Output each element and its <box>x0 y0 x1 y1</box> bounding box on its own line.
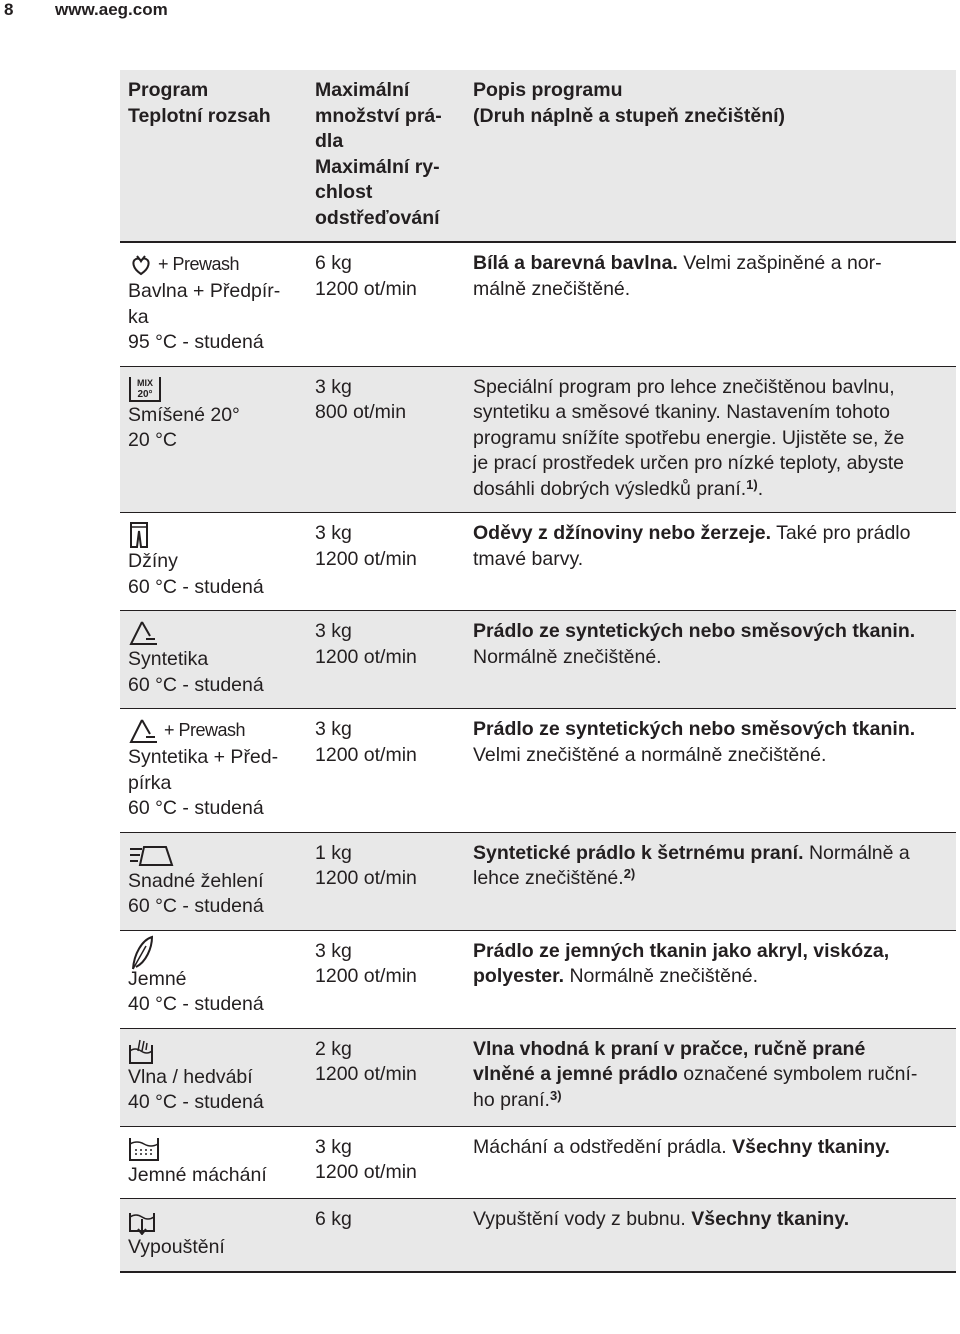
header-load <box>307 70 465 242</box>
max-load: 6 kg <box>315 252 352 274</box>
program-icon-row <box>128 939 299 967</box>
load-cell <box>307 242 465 366</box>
svg-text:MIX: MIX <box>136 377 154 388</box>
program-icon-row <box>128 375 299 403</box>
footnote-ref: 1) <box>746 476 758 492</box>
program-cell <box>120 930 307 1028</box>
max-load: 6 kg <box>315 1208 352 1230</box>
program-cell <box>120 1126 307 1199</box>
load-cell <box>307 366 465 513</box>
program-name: Jemné máchání <box>128 1163 267 1186</box>
program-icon-row <box>128 841 299 869</box>
description-text: Máchání a odstředění prádla. <box>473 1135 733 1158</box>
temperature-range: 40 °C - studená <box>128 993 264 1015</box>
program-cell <box>120 366 307 513</box>
description-bold: Vlna vhodná k praní v pračce, ručně prané vlněné a jemné prádlo <box>473 1037 866 1085</box>
max-spin: 1200 ot/min <box>315 645 417 668</box>
synthetics-prewash-icon <box>128 717 160 745</box>
program-icon-row <box>128 717 299 745</box>
description-cell <box>465 1126 956 1199</box>
drain-icon <box>128 1207 156 1235</box>
description-cell <box>465 930 956 1028</box>
table-row <box>120 513 956 611</box>
program-name: Smíšené 20° <box>128 403 240 426</box>
program-cell <box>120 611 307 709</box>
wool-silk-icon <box>128 1037 154 1065</box>
program-cell <box>120 513 307 611</box>
header-description <box>465 70 956 242</box>
max-load: 1 kg <box>315 841 352 864</box>
program-name: Vypouštění <box>128 1236 225 1258</box>
program-cell <box>120 1028 307 1126</box>
cotton-prewash-icon <box>128 252 154 278</box>
footnote-ref: 2) <box>623 866 636 881</box>
program-name: Bavlna + Předpír- <box>128 280 281 302</box>
header-load-line: odstřeďování <box>315 206 440 229</box>
temperature-range: 60 °C - studená <box>128 895 264 917</box>
program-icon-row <box>128 1037 299 1065</box>
header-program-line: Program <box>128 79 209 101</box>
program-name: Jemné <box>128 967 187 990</box>
description-bold: Prádlo ze jemných tkanin jako akryl, viskóza, polyester. <box>473 939 890 987</box>
description-text: Normálně a lehce znečištěné. <box>473 841 910 889</box>
load-cell <box>307 930 465 1028</box>
load-cell <box>307 1126 465 1199</box>
program-cell <box>120 1199 307 1272</box>
program-name: Syntetika <box>128 648 209 670</box>
prewash-label: + Prewash <box>158 254 240 275</box>
program-table <box>120 70 956 1273</box>
max-spin: 1200 ot/min <box>315 743 417 766</box>
description-cell <box>465 832 956 930</box>
description-bold: Prádlo ze syntetických nebo směsových tkanin. <box>473 718 916 740</box>
description-bold: Oděvy z džínoviny nebo žerzeje. <box>473 522 771 544</box>
delicates-feather-icon <box>128 934 156 972</box>
max-spin: 1200 ot/min <box>315 1161 417 1183</box>
program-cell <box>120 832 307 930</box>
description-text: Velmi zašpiněné a nor- málně znečištěné. <box>473 252 882 300</box>
program-icon-row <box>128 1207 299 1235</box>
temperature-range: 20 °C <box>128 429 177 451</box>
temperature-range: 95 °C - studená <box>128 331 264 353</box>
max-load: 3 kg <box>315 1135 352 1158</box>
description-cell <box>465 611 956 709</box>
max-spin: 1200 ot/min <box>315 547 417 570</box>
max-load: 3 kg <box>315 620 352 642</box>
load-cell <box>307 1028 465 1126</box>
header-desc-line: (Druh náplně a stupeň znečištění) <box>473 104 786 127</box>
description-text: Normálně znečištěné. <box>473 645 662 668</box>
description-text: Velmi znečištěné a normálně znečištěné. <box>473 743 827 766</box>
max-load: 3 kg <box>315 718 352 740</box>
max-spin: 1200 ot/min <box>315 1063 417 1085</box>
temperature-range: 40 °C - studená <box>128 1091 264 1113</box>
max-load: 2 kg <box>315 1037 352 1060</box>
load-cell <box>307 1199 465 1272</box>
temperature-range: 60 °C - studená <box>128 797 264 819</box>
program-name: Džíny <box>128 550 178 572</box>
max-load: 3 kg <box>315 522 352 544</box>
program-cell <box>120 242 307 366</box>
easy-iron-icon <box>128 841 174 869</box>
load-cell <box>307 832 465 930</box>
max-spin: 1200 ot/min <box>315 965 417 987</box>
table-row <box>120 1028 956 1126</box>
description-text: Vypuštění vody z bubnu. <box>473 1208 692 1230</box>
description-cell: Speciální program pro lehce znečištěnou bavlnu, syntetiku a směsové tkaniny. Nastavením tohoto programu snížíte spotřebu energie. Ujistěte se, že je prací prostředek určen pro nízké teploty, abyste dosáhli dobrých výsledků praní.$^{1)}$. <box>473 375 905 500</box>
header-desc-line: Popis programu <box>473 79 623 101</box>
temperature-range: 60 °C - studená <box>128 673 264 696</box>
description-text: Také pro prádlo tmavé barvy. <box>473 522 911 570</box>
svg-text:20°: 20° <box>137 388 153 400</box>
page-url: www.aeg.com <box>55 0 168 19</box>
header-load-line: chlost <box>315 181 373 203</box>
program-icon-row <box>128 1135 299 1163</box>
program-cell <box>120 709 307 833</box>
table-row <box>120 709 956 833</box>
page-number: 8 <box>4 0 14 19</box>
program-name: Snadné žehlení <box>128 869 264 892</box>
description-bold: Bílá a barevná bavlna. <box>473 252 678 274</box>
load-cell <box>307 611 465 709</box>
description-bold: Všechny tkaniny. <box>732 1135 890 1158</box>
max-spin: 1200 ot/min <box>315 867 417 889</box>
description-cell <box>465 242 956 366</box>
description-text: Speciální program pro lehce znečištěnou bavlnu, syntetiku a směsové tkaniny. Nastavením tohoto programu snížíte spotřebu energie. Ujistěte se, že je prací prostředek určen pro nízké teploty, abyste dosáhli dobrých výsledků praní. <box>473 375 905 500</box>
prewash-label: + Prewash <box>164 720 246 741</box>
description-cell <box>465 1028 956 1126</box>
table-row <box>120 366 956 513</box>
program-name: pírka <box>128 771 172 794</box>
load-cell <box>307 513 465 611</box>
program-icon-row <box>128 251 299 279</box>
table-row <box>120 1126 956 1199</box>
header-temp-line: Teplotní rozsah <box>128 104 271 127</box>
load-cell <box>307 709 465 833</box>
header-load-line: Maximální ry- <box>315 155 440 178</box>
temperature-range: 60 °C - studená <box>128 575 264 598</box>
footnote-ref: 3) <box>549 1087 562 1103</box>
description-text: označené symbolem ruční- ho praní. <box>473 1063 918 1111</box>
description-bold: Prádlo ze syntetických nebo směsových tkanin. <box>473 620 916 642</box>
program-name: Syntetika + Před- <box>128 746 279 768</box>
mix-20-icon <box>128 375 162 403</box>
table-row <box>120 242 956 366</box>
description-text: Normálně znečištěné. <box>564 965 759 987</box>
header-load-line: dla <box>315 130 344 152</box>
description-bold: Všechny tkaniny. <box>691 1208 850 1230</box>
description-cell <box>465 513 956 611</box>
rinse-icon <box>128 1136 160 1162</box>
max-spin: 1200 ot/min <box>315 277 417 300</box>
table-row <box>120 1199 956 1272</box>
synthetics-icon <box>128 619 160 647</box>
description-bold: Syntetické prádlo k šetrnému praní. <box>473 841 804 864</box>
table-header-row <box>120 70 956 242</box>
table-row <box>120 611 956 709</box>
header-load-line: množství prá- <box>315 104 442 127</box>
program-icon-row <box>128 619 299 647</box>
program-name: Vlna / hedvábí <box>128 1065 253 1088</box>
program-icon-row <box>128 521 299 549</box>
table-row <box>120 930 956 1028</box>
table-row <box>120 832 956 930</box>
jeans-icon <box>128 521 150 549</box>
description-cell <box>465 709 956 833</box>
max-spin: 800 ot/min <box>315 401 407 423</box>
max-load: 3 kg <box>315 375 352 398</box>
header-load-line: Maximální <box>315 79 410 101</box>
header-program <box>120 70 307 242</box>
max-load: 3 kg <box>315 939 352 962</box>
description-cell <box>465 1199 956 1272</box>
program-name: ka <box>128 305 149 328</box>
